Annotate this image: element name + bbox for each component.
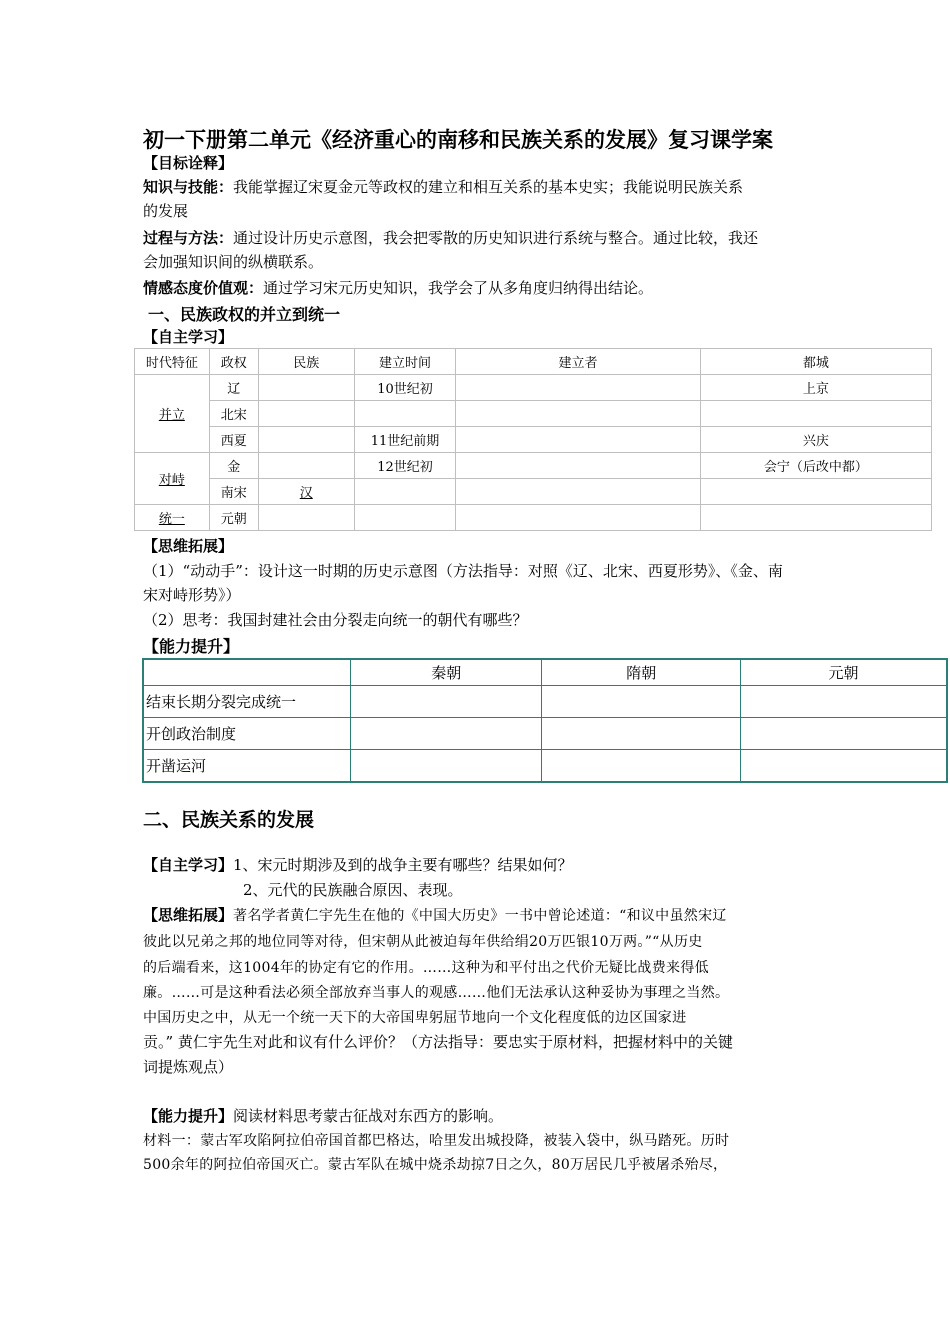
section2-ability-line [143,1104,503,1128]
thinking-q2: （2）思考：我国封建社会由分裂走向统一的朝代有哪些？ [143,611,528,629]
process-line-1 [143,226,758,250]
ethnic-cell [258,427,354,453]
process-text: 通过设计历史示意图，我会把零散的历史知识进行系统与整合。通过比较，我还 [233,229,759,247]
thinking-q1-line1: （1）“动动手”：设计这一时期的历史示意图（方法指导：对照《辽、北宋、西夏形势》、《金、南 [143,562,783,580]
regime-cell: 元朝 [209,505,258,531]
table-header: 建立时间 [354,349,456,375]
regime-cell: 北宋 [209,401,258,427]
document-title: 初一下册第二单元《经济重心的南移和民族关系的发展》复习课学案 [143,127,773,152]
table-header: 建立者 [456,349,701,375]
comparison-row-label: 开凿运河 [143,749,350,782]
quote-line: 的后端看来，这1004年的协定有它的作用。……这种为和平付出之代价无疑比战费来得低 [143,960,709,976]
ethnic-cell [258,505,354,531]
table-row [135,427,932,453]
time-cell: 12世纪初 [354,453,456,479]
section2-ability-label: 【能力提升】 [143,1107,234,1125]
section2-self-study-line1 [143,853,573,877]
founder-cell [456,401,701,427]
founder-cell [456,479,701,505]
comparison-cell [542,749,741,782]
capital-cell: 会宁（后改中都） [700,453,931,479]
quote-line: 词提炼观点） [143,1058,234,1076]
section1-self-study: 【自主学习】 [143,328,234,346]
comparison-cell [740,749,947,782]
comparison-header [143,659,350,685]
comparison-row-label: 结束长期分裂完成统一 [143,685,350,717]
table-header-row [135,349,932,375]
capital-cell: 上京 [700,375,931,401]
section2-thinking-label: 【思维拓展】 [143,906,234,924]
quote-line: 中国历史之中，从无一个统一天下的大帝国卑躬屈节地向一个文化程度低的边区国家进 [143,1010,687,1026]
comparison-cell [350,685,542,717]
quote-line: 贡。” 黄仁宇先生对此和议有什么评价？（方法指导：要忠实于原材料，把握材料中的关键 [143,1033,733,1051]
comparison-row-label: 开创政治制度 [143,717,350,749]
regime-cell: 辽 [209,375,258,401]
time-cell [354,401,456,427]
comparison-row [143,717,947,749]
comparison-header: 秦朝 [350,659,542,685]
goals-header: 【目标诠释】 [143,154,234,172]
table-row [135,479,932,505]
table-row [135,401,932,427]
ethnic-cell [258,375,354,401]
ethnic-cell [258,453,354,479]
regime-table [134,348,932,531]
section1-ability-header: 【能力提升】 [143,637,240,656]
comparison-cell [740,685,947,717]
comparison-row [143,685,947,717]
founder-cell [456,427,701,453]
process-label: 过程与方法： [143,229,234,247]
comparison-header: 元朝 [740,659,947,685]
table-row [135,375,932,401]
table-row [135,505,932,531]
emotion-line [143,276,653,300]
capital-cell [700,401,931,427]
knowledge-line-1 [143,175,743,199]
table-header: 民族 [258,349,354,375]
comparison-cell [350,749,542,782]
process-line-2: 会加强知识间的纵横联系。 [143,253,324,271]
regime-cell: 南宋 [209,479,258,505]
table-header: 时代特征 [135,349,210,375]
comparison-header: 隋朝 [542,659,741,685]
comparison-cell [740,717,947,749]
era-unify: 统一 [135,505,210,531]
section2-self-study-q1: 1、宋元时期涉及到的战争主要有哪些？结果如何？ [233,856,573,874]
ethnic-cell: 汉 [258,479,354,505]
section1-heading: 一、民族政权的并立到统一 [148,305,341,324]
material-line: 500余年的阿拉伯帝国灭亡。蒙古军队在城中烧杀劫掠7日之久，80万居民几乎被屠杀殆尽， [143,1157,728,1173]
era-confront: 对峙 [135,453,210,505]
material-line: 材料一：蒙古军攻陷阿拉伯帝国首都巴格达，哈里发出城投降，被装入袋中，纵马踏死。历时 [143,1133,730,1149]
knowledge-line-2: 的发展 [143,202,189,220]
time-cell: 11世纪前期 [354,427,456,453]
comparison-cell [542,717,741,749]
time-cell [354,505,456,531]
comparison-cell [542,685,741,717]
comparison-row [143,749,947,782]
knowledge-label: 知识与技能： [143,178,234,196]
comparison-header-row [143,659,947,685]
knowledge-text: 我能掌握辽宋夏金元等政权的建立和相互关系的基本史实；我能说明民族关系 [233,178,744,196]
emotion-text: 通过学习宋元历史知识，我学会了从多角度归纳得出结论。 [263,279,654,297]
quote-line: 著名学者黄仁宇先生在他的《中国大历史》一书中曾论述道：“和议中虽然宋辽 [233,908,727,924]
regime-cell: 金 [209,453,258,479]
section2-self-study-label: 【自主学习】 [143,856,234,874]
emotion-label: 情感态度价值观： [143,279,264,297]
section1-thinking-header: 【思维拓展】 [143,537,234,555]
table-header: 都城 [700,349,931,375]
time-cell: 10世纪初 [354,375,456,401]
section2-thinking-line1 [143,903,727,928]
comparison-cell [350,717,542,749]
founder-cell [456,453,701,479]
founder-cell [456,375,701,401]
dynasty-comparison-table [142,658,948,783]
quote-line: 廉。……可是这种看法必须全部放弃当事人的观感……他们无法承认这种妥协为事理之当然。 [143,985,730,1001]
capital-cell: 兴庆 [700,427,931,453]
ethnic-cell [258,401,354,427]
time-cell [354,479,456,505]
era-parallel: 并立 [135,375,210,453]
thinking-q1-line2: 宋对峙形势》） [143,586,241,604]
section2-heading: 二、民族关系的发展 [143,809,315,831]
capital-cell [700,479,931,505]
table-header: 政权 [209,349,258,375]
regime-cell: 西夏 [209,427,258,453]
quote-line: 彼此以兄弟之邦的地位同等对待，但宋朝从此被迫每年供给绢20万匹银10万两。”“从历史 [143,934,703,950]
section2-self-study-q2: 2、元代的民族融合原因、表现。 [243,881,463,899]
capital-cell [700,505,931,531]
section2-ability-text: 阅读材料思考蒙古征战对东西方的影响。 [233,1107,504,1125]
table-row [135,453,932,479]
founder-cell [456,505,701,531]
